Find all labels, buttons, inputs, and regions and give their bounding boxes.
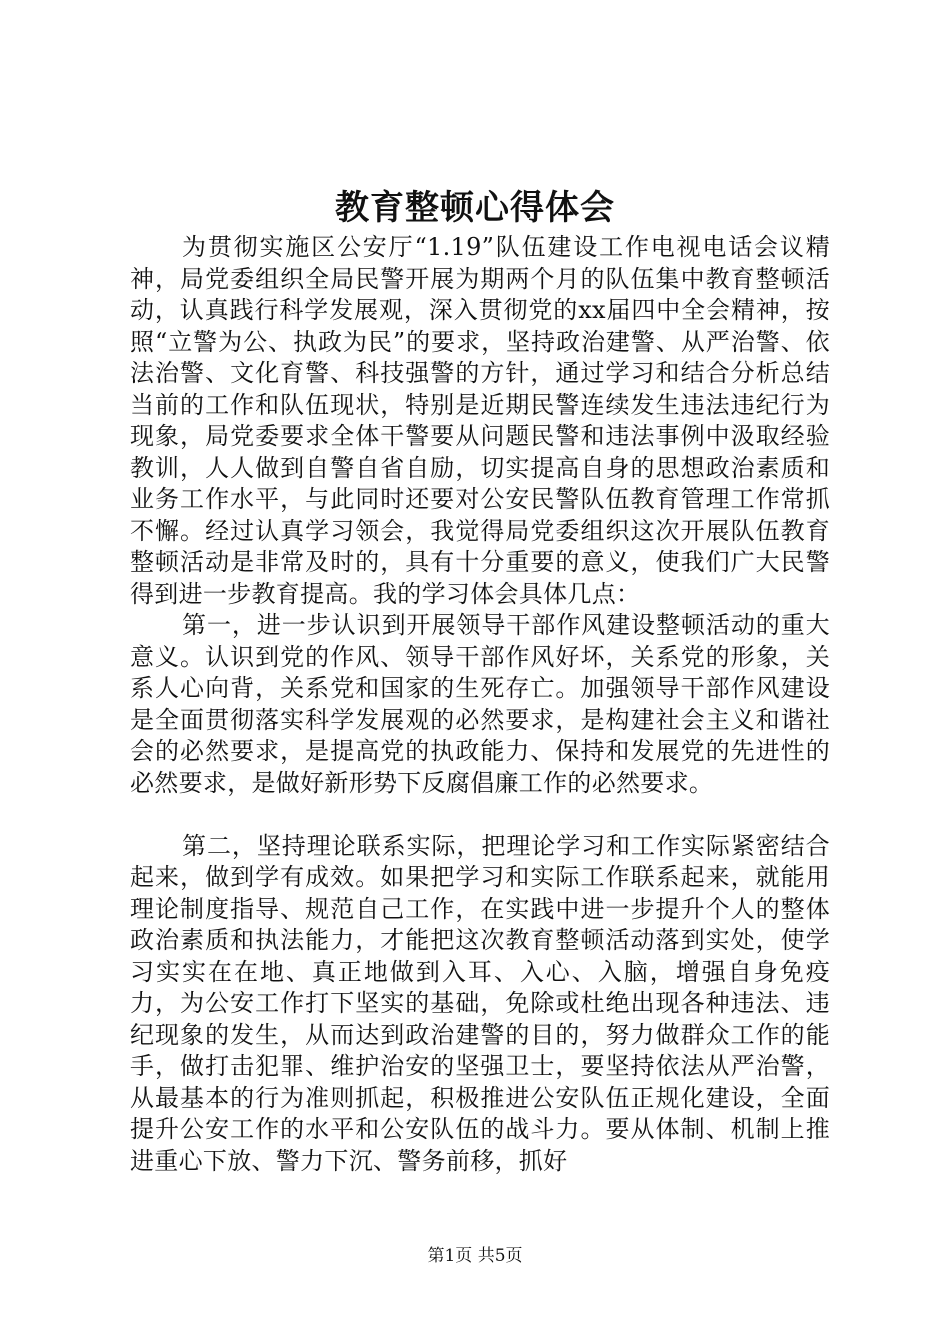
paragraph-point-two: 第二，坚持理论联系实际，把理论学习和工作实际紧密结合起来，做到学有成效。如果把学习和实际工作联系起来，就能用理论制度指导、规范自己工作，在实践中进一步提升个人的整体政治素质和执法能力，才能把这次教育整顿活动落到实处，使学习实实在在地、真正地做到入耳、入心、入脑，增强自身免疫力，为公安工作打下坚实的基础，免除或杜绝出现各种违法、违纪现象的发生，从而达到政治建警的目的，努力做群众工作的能手，做打击犯罪、维护治安的坚强卫士，要坚持依法从严治警，从最基本的行为准则抓起，积极推进公安队伍正规化建设，全面提升公安工作的水平和公安队伍的战斗力。要从体制、机制上推进重心下放、警力下沉、警务前移，抓好 (130, 831, 830, 1175)
document-body (130, 232, 830, 1177)
paragraph-point-one: 第一，进一步认识到开展领导干部作风建设整顿活动的重大意义。认识到党的作风、领导干部作风好坏，关系党的形象，关系人心向背，关系党和国家的生死存亡。加强领导干部作风建设是全面贯彻落实科学发展观的必然要求，是构建社会主义和谐社会的必然要求，是提高党的执政能力、保持和发展党的先进性的必然要求，是做好新形势下反腐倡廉工作的必然要求。 (130, 611, 830, 797)
page-footer: 第1页 共5页 (427, 1246, 523, 1266)
document-title: 教育整顿心得体会 (335, 188, 615, 228)
paragraph-spacer (130, 799, 830, 831)
paragraph-intro: 为贯彻实施区公安厅“1.19”队伍建设工作电视电话会议精神，局党委组织全局民警开展为期两个月的队伍集中教育整顿活动，认真践行科学发展观，深入贯彻党的xx届四中全会精神，按照“立警为公、执政为民”的要求，坚持政治建警、从严治警、依法治警、文化育警、科技强警的方针，通过学习和结合分析总结当前的工作和队伍现状，特别是近期民警连续发生违法违纪行为现象，局党委要求全体干警要从问题民警和违法事例中汲取经验教训，人人做到自警自省自励，切实提高自身的思想政治素质和业务工作水平，与此同时还要对公安民警队伍教育管理工作常抓不懈。经过认真学习领会，我觉得局党委组织这次开展队伍教育整顿活动是非常及时的，具有十分重要的意义，使我们广大民警得到进一步教育提高。我的学习体会具体几点： (130, 233, 830, 608)
